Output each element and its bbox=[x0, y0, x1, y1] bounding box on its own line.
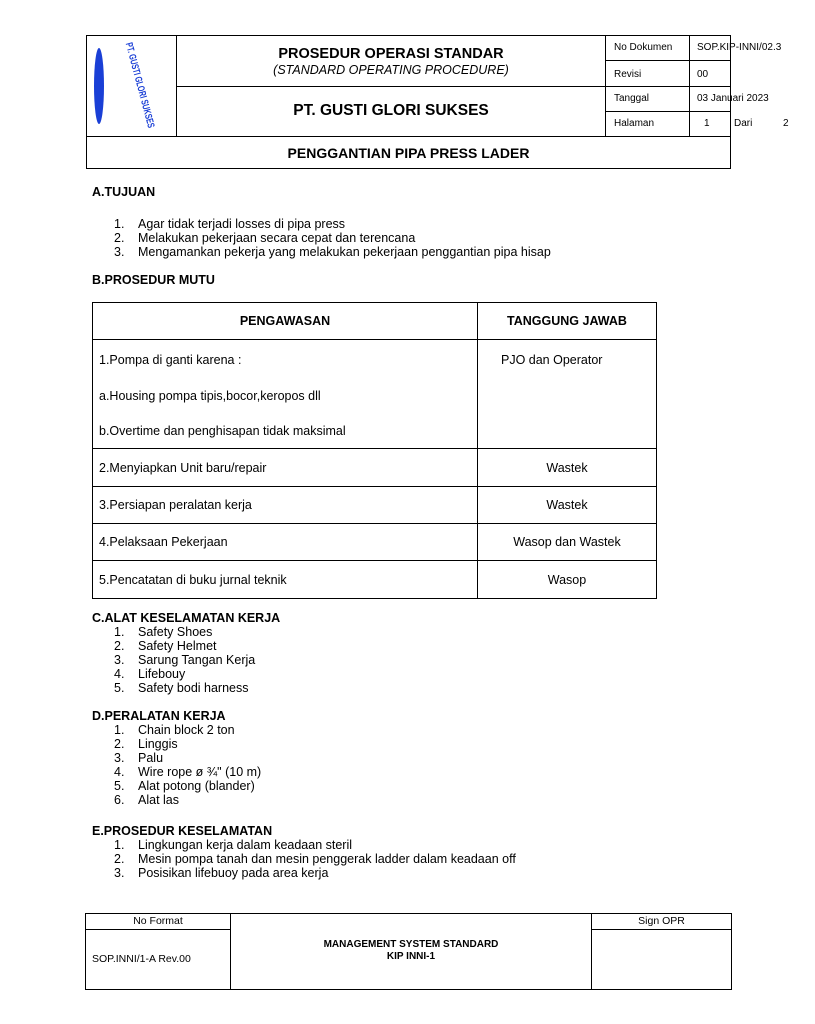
row-text: 2.Menyiapkan Unit baru/repair bbox=[93, 449, 478, 487]
document-header bbox=[86, 35, 789, 169]
list-item: 6. Alat las bbox=[114, 793, 179, 807]
list-item: 5. Alat potong (blander) bbox=[114, 779, 255, 793]
page-of: Dari bbox=[734, 118, 753, 129]
section-peralatan-heading: D.PERALATAN KERJA bbox=[92, 709, 226, 723]
meta-label: Tanggal bbox=[606, 87, 690, 111]
meta-value: 00 bbox=[697, 69, 709, 80]
table-row bbox=[93, 561, 657, 599]
list-item: 1. Safety Shoes bbox=[114, 625, 213, 639]
no-format-value: SOP.INNI/1-A Rev.00 bbox=[92, 953, 191, 965]
list-item: 3. Sarung Tangan Kerja bbox=[114, 653, 256, 667]
company-name: PT. GUSTI GLORI SUKSES bbox=[293, 102, 489, 119]
section-mutu-heading: B.PROSEDUR MUTU bbox=[92, 273, 215, 287]
meta-row-halaman bbox=[606, 112, 789, 136]
document-footer bbox=[85, 913, 732, 990]
table-row bbox=[93, 449, 657, 487]
alat-list bbox=[86, 625, 255, 695]
page-number: 1 bbox=[704, 118, 710, 129]
list-item: 3. Posisikan lifebuoy pada area kerja bbox=[114, 866, 329, 880]
procedure-title: PENGGANTIAN PIPA PRESS LADER bbox=[87, 136, 730, 169]
footer-format-cell bbox=[86, 914, 231, 989]
section-keselamatan-heading: E.PROSEDUR KESELAMATAN bbox=[92, 824, 273, 838]
meta-label: Revisi bbox=[606, 61, 690, 86]
page-total: 2 bbox=[783, 118, 789, 129]
keselamatan-list bbox=[86, 838, 516, 880]
section-alat-heading: C.ALAT KESELAMATAN KERJA bbox=[92, 611, 281, 625]
list-item: 4. Lifebouy bbox=[114, 667, 186, 681]
row-responsible: Wastek bbox=[478, 487, 657, 524]
meta-value: SOP.KIP-INNI/02.3 bbox=[697, 42, 782, 53]
sop-title-cell bbox=[177, 36, 606, 87]
list-item: 1. Lingkungan kerja dalam keadaan steril bbox=[114, 838, 353, 852]
table-row bbox=[93, 524, 657, 561]
list-item: 2. Melakukan pekerjaan secara cepat dan terencana bbox=[114, 231, 416, 245]
meta-row-tanggal bbox=[606, 87, 769, 112]
row-text: 1.Pompa di ganti karena : a.Housing pompa tipis,bocor,keropos dll b.Overtime dan penghisapan tidak maksimal bbox=[93, 340, 478, 449]
meta-value: 03 Januari 2023 bbox=[697, 93, 769, 104]
meta-row-revisi bbox=[606, 61, 730, 87]
quality-procedure-table bbox=[92, 302, 657, 599]
company-logo bbox=[87, 36, 177, 167]
row-responsible: Wasop dan Wastek bbox=[478, 524, 657, 561]
list-item: 3. Mengamankan pekerja yang melakukan pekerjaan penggantian pipa hisap bbox=[114, 245, 551, 259]
list-item: 1. Chain block 2 ton bbox=[114, 723, 235, 737]
footer-sign-cell bbox=[591, 914, 731, 989]
table-header-row bbox=[93, 303, 657, 340]
no-format-label: No Format bbox=[86, 914, 230, 930]
row-responsible: Wasop bbox=[478, 561, 657, 599]
row-responsible: Wastek bbox=[478, 449, 657, 487]
list-item: 1. Agar tidak terjadi losses di pipa press bbox=[114, 217, 346, 231]
list-item: 3. Palu bbox=[114, 751, 164, 765]
list-item: 2. Safety Helmet bbox=[114, 639, 217, 653]
doc-title: PROSEDUR OPERASI STANDAR bbox=[278, 46, 504, 62]
list-item: 4. Wire rope ø ¾" (10 m) bbox=[114, 765, 262, 779]
list-item: 2. Mesin pompa tanah dan mesin penggerak ladder dalam keadaan off bbox=[114, 852, 516, 866]
tujuan-list bbox=[86, 217, 551, 259]
logo-graphic bbox=[87, 36, 177, 167]
row-text: 5.Pencatatan di buku jurnal teknik bbox=[93, 561, 478, 599]
meta-value-halaman bbox=[690, 112, 815, 136]
row-text: 4.Pelaksaan Pekerjaan bbox=[93, 524, 478, 561]
meta-label: No Dokumen bbox=[606, 36, 690, 60]
sign-opr-label: Sign OPR bbox=[592, 914, 731, 930]
table-row bbox=[93, 487, 657, 524]
meta-row-dokumen bbox=[606, 36, 782, 61]
row-text: 3.Persiapan peralatan kerja bbox=[93, 487, 478, 524]
list-item: 2. Linggis bbox=[114, 737, 178, 751]
peralatan-list bbox=[86, 723, 261, 807]
section-tujuan-heading: A.TUJUAN bbox=[92, 185, 156, 199]
col-tanggung-jawab: TANGGUNG JAWAB bbox=[478, 303, 657, 340]
doc-subtitle: (STANDARD OPERATING PROCEDURE) bbox=[273, 63, 509, 77]
table-row bbox=[93, 340, 657, 449]
system-code: KIP INNI-1 bbox=[386, 951, 436, 962]
system-standard: MANAGEMENT SYSTEM STANDARD bbox=[323, 939, 499, 950]
list-item: 5. Safety bodi harness bbox=[114, 681, 249, 695]
col-pengawasan: PENGAWASAN bbox=[93, 303, 478, 340]
footer-system-cell bbox=[231, 914, 591, 989]
meta-label: Halaman bbox=[606, 112, 690, 136]
company-cell bbox=[177, 87, 606, 136]
row-responsible: PJO dan Operator bbox=[478, 340, 657, 449]
logo-text: PT. GUSTI GLORI SUKSES bbox=[122, 41, 166, 167]
